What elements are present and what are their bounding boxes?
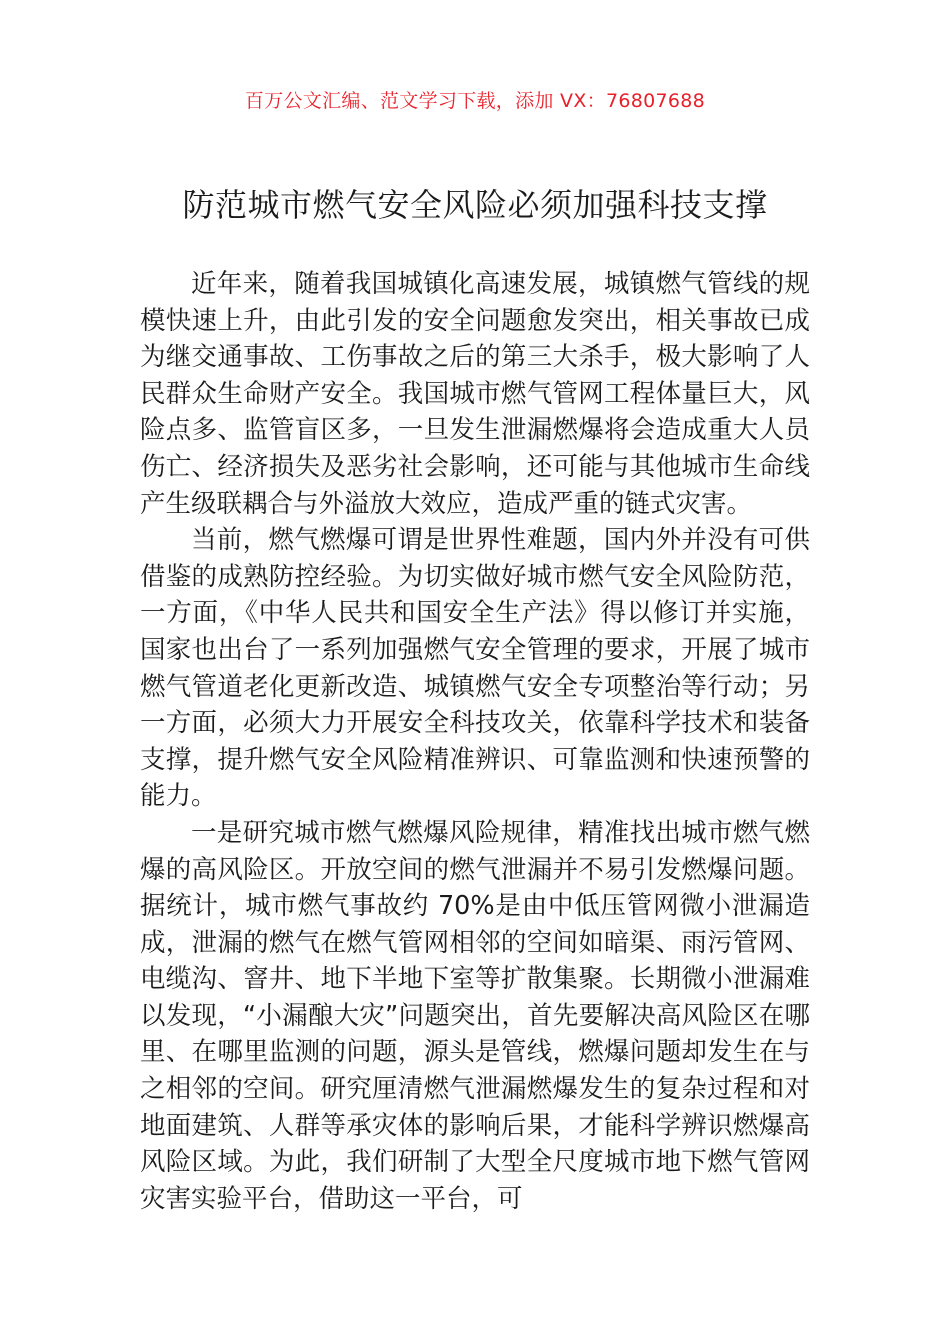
- paragraph-3: 一是研究城市燃气燃爆风险规律，精准找出城市燃气燃爆的高风险区。开放空间的燃气泄漏并不易引发燃爆问题。据统计，城市燃气事故约 70%是由中低压管网微小泄漏造成，泄漏的燃气在燃气管网相邻的空间如暗渠、雨污管网、电缆沟、窨井、地下半地下室等扩散集聚。长期微小泄漏难以发现，“小漏酿大灾”问题突出，首先要解决高风险区在哪里、在哪里监测的问题，源头是管线，燃爆问题却发生在与之相邻的空间。研究厘清燃气泄漏燃爆发生的复杂过程和对地面建筑、人群等承灾体的影响后果，才能科学辨识燃爆高风险区域。为此，我们研制了大型全尺度城市地下燃气管网灾害实验平台，借助这一平台，可: [140, 817, 810, 1214]
- document-title: 防范城市燃气安全风险必须加强科技支撑: [182, 186, 768, 224]
- paragraph-2: 当前，燃气燃爆可谓是世界性难题，国内外并没有可供借鉴的成熟防控经验。为切实做好城市燃气安全风险防范，一方面，《中华人民共和国安全生产法》得以修订并实施，国家也出台了一系列加强燃气安全管理的要求，开展了城市燃气管道老化更新改造、城镇燃气安全专项整治等行动；另一方面，必须大力开展安全科技攻关，依靠科学技术和装备支撑，提升燃气安全风险精准辨识、可靠监测和快速预警的能力。: [140, 525, 810, 812]
- paragraph-1: 近年来，随着我国城镇化高速发展，城镇燃气管线的规模快速上升，由此引发的安全问题愈发突出，相关事故已成为继交通事故、工伤事故之后的第三大杀手，极大影响了人民群众生命财产安全。我国城市燃气管网工程体量巨大，风险点多、监管盲区多，一旦发生泄漏燃爆将会造成重大人员伤亡、经济损失及恶劣社会影响，还可能与其他城市生命线产生级联耦合与外溢放大效应，造成严重的链式灾害。: [140, 269, 810, 519]
- document-body: [140, 266, 810, 1217]
- header-watermark-note: 百万公文汇编、范文学习下载，添加 VX：76807688: [244, 90, 706, 112]
